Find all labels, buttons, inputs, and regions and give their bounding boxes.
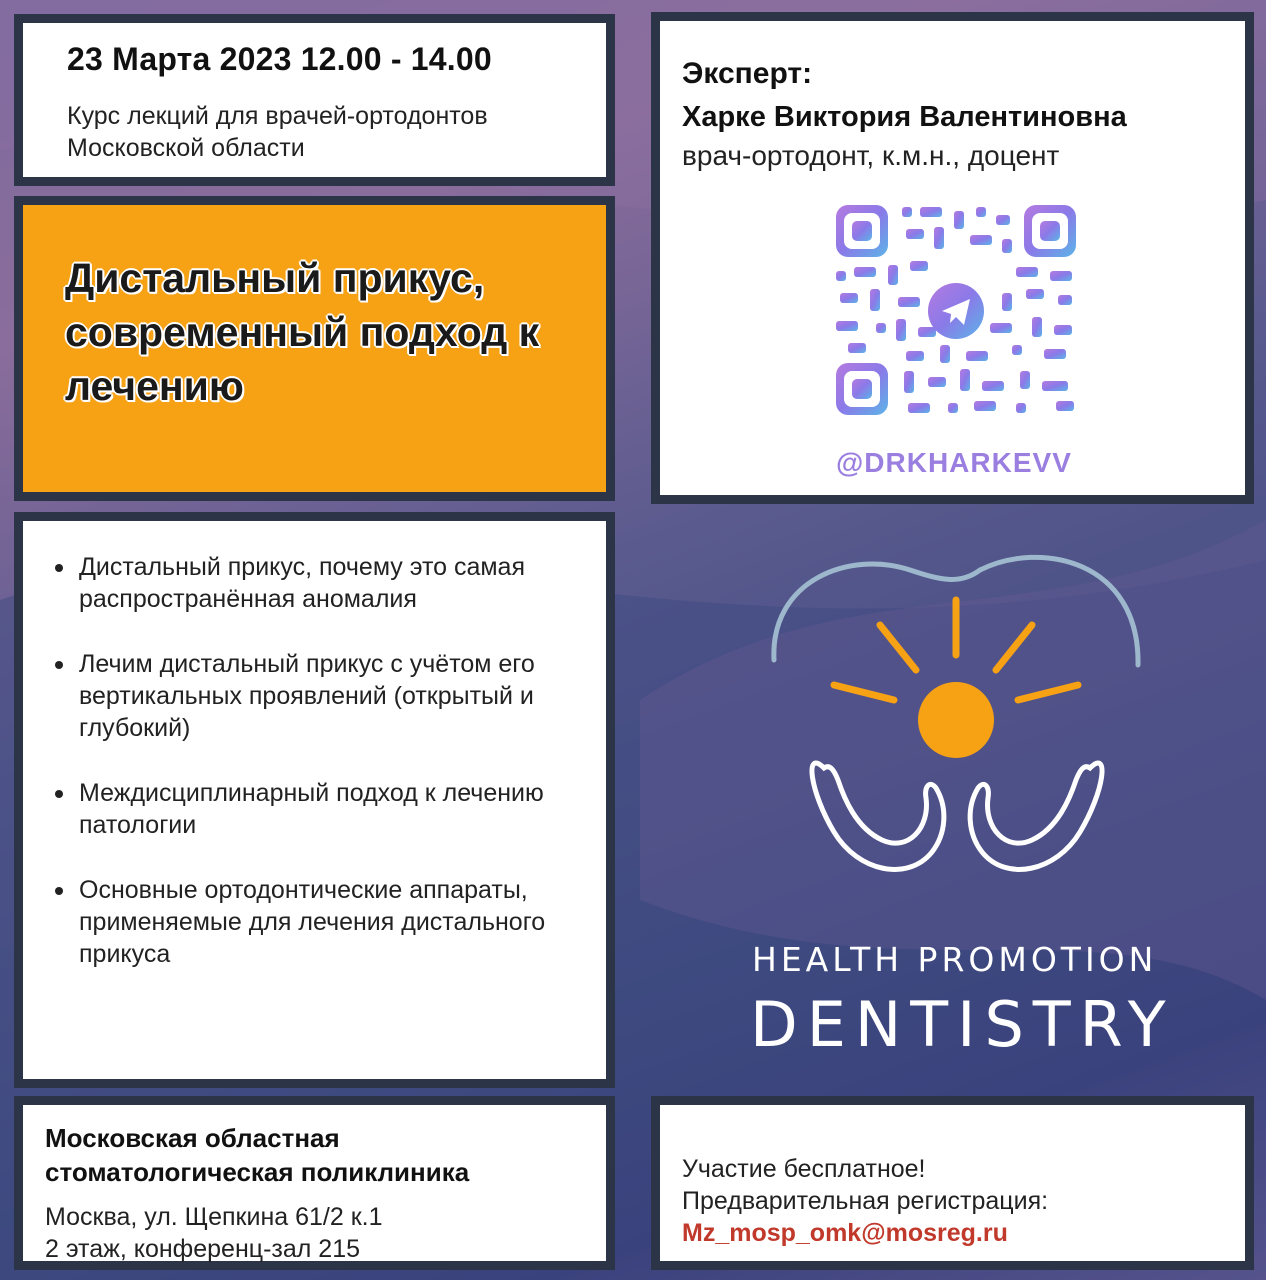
list-item (53, 551, 559, 615)
brand-line2: DENTISTRY (750, 988, 1175, 1061)
expert-card (651, 12, 1254, 504)
bullet-icon (55, 564, 63, 572)
list-item (53, 777, 559, 841)
event-date-card (14, 14, 615, 186)
list-item-text: Дистальный прикус, почему это самая распространённая аномалия (79, 553, 525, 613)
venue-address (45, 1201, 606, 1265)
brand-line1: HEALTH PROMOTION (752, 940, 1158, 979)
topic-title: Дистальный прикус, современный подход к лечению (65, 255, 540, 409)
bullet-icon (55, 661, 63, 669)
bullet-icon (55, 887, 63, 895)
topic-card (14, 196, 615, 501)
venue-address-line1: Москва, ул. Щепкина 61/2 к.1 (45, 1203, 383, 1231)
event-datetime: 23 Марта 2023 12.00 - 14.00 (67, 41, 492, 77)
venue-card (14, 1096, 615, 1270)
registration-card (651, 1096, 1254, 1270)
venue-address-line2: 2 этаж, конференц-зал 215 (45, 1235, 361, 1263)
free-participation-text: Участие бесплатное! (682, 1155, 926, 1183)
tooth-sun-icon (740, 540, 1180, 900)
list-item-text: Основные ортодонтические аппараты, применяемые для лечения дистального прикуса (79, 876, 546, 968)
registration-email-link[interactable]: Mz_mosp_omk@mosreg.ru (682, 1219, 1008, 1247)
pre-registration-text: Предварительная регистрация: (682, 1187, 1049, 1215)
expert-label: Эксперт: (682, 57, 813, 90)
expert-role: врач-ортодонт, к.м.н., доцент (682, 140, 1060, 171)
bullet-icon (55, 790, 63, 798)
program-list (53, 551, 582, 970)
list-item-text: Лечим дистальный прикус с учётом его вертикальных проявлений (открытый и глубокий) (79, 650, 535, 742)
list-item-text: Междисциплинарный подход к лечению патологии (79, 779, 544, 839)
program-card (14, 512, 615, 1088)
expert-handle[interactable]: @DRKHARKEVV (836, 447, 1072, 478)
expert-name: Харке Виктория Валентиновна (682, 101, 1127, 133)
venue-name: Московская областная стоматологическая поликлиника (45, 1123, 470, 1187)
list-item (53, 648, 559, 744)
course-description: Курс лекций для врачей-ортодонтов Московской области (67, 102, 488, 162)
list-item (53, 874, 559, 970)
qr-code[interactable] (836, 205, 1076, 415)
